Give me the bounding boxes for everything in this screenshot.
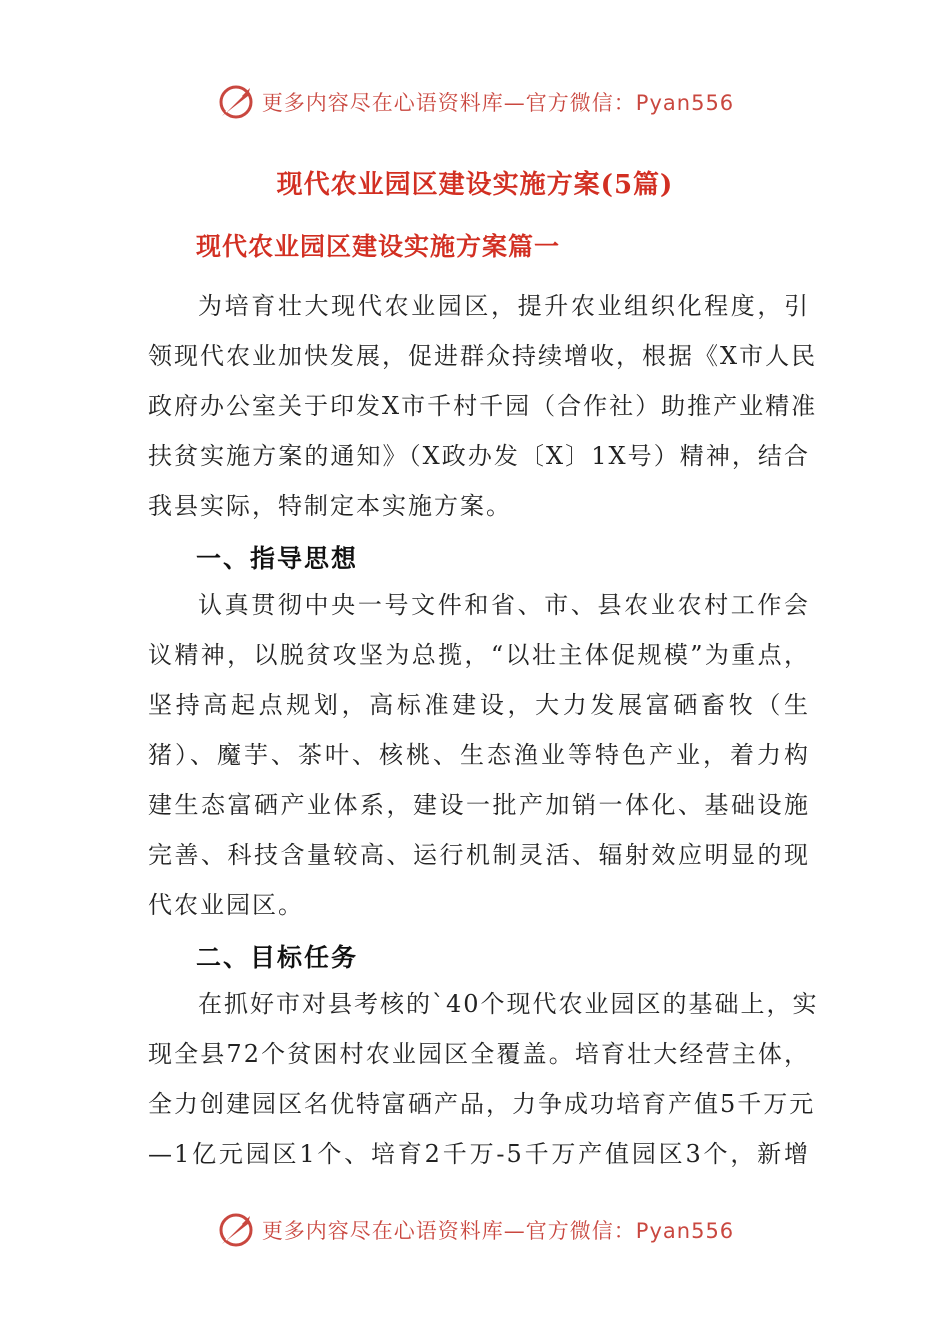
text-line: 现全县72个贫困村农业园区全覆盖。培育壮大经营主体，: [148, 1040, 810, 1068]
text-line: 为培育壮大现代农业园区，提升农业组织化程度，引: [198, 292, 810, 320]
banner-text: 更多内容尽在心语资料库—官方微信：Pyan556: [261, 91, 735, 115]
heading-targets: 二、目标任务: [196, 943, 359, 972]
pen-logo-icon: [216, 82, 256, 122]
document-title: 现代农业园区建设实施方案(5篇): [276, 170, 674, 200]
watermark-banner-top: [0, 80, 950, 124]
text-line: 猪）、魔芋、茶叶、核桃、生态渔业等特色产业，着力构: [148, 741, 810, 769]
text-line: 认真贯彻中央一号文件和省、市、县农业农村工作会: [198, 591, 810, 619]
text-line: 政府办公室关于印发X市千村千园（合作社）助推产业精准: [148, 392, 818, 420]
text-line: 在抓好市对县考核的`40个现代农业园区的基础上，实: [198, 990, 819, 1018]
text-line: 完善、科技含量较高、运行机制灵活、辐射效应明显的现: [148, 841, 810, 869]
text-line: 代农业园区。: [148, 891, 304, 919]
guiding-paragraph: [148, 580, 810, 930]
targets-paragraph: [148, 979, 819, 1179]
text-line: 扶贫实施方案的通知》（X政办发〔X〕1X号）精神，结合: [148, 442, 810, 470]
text-line: 领现代农业加快发展，促进群众持续增收，根据《X市人民: [148, 342, 818, 370]
pen-logo-icon: [216, 1210, 256, 1250]
text-line: 我县实际，特制定本实施方案。: [148, 492, 512, 520]
text-line: 坚持高起点规划，高标准建设，大力发展富硒畜牧（生: [148, 691, 810, 719]
banner-text: 更多内容尽在心语资料库—官方微信：Pyan556: [261, 1219, 735, 1243]
text-line: 全力创建园区名优特富硒产品，力争成功培育产值5千万元: [148, 1090, 816, 1118]
text-line: 建生态富硒产业体系，建设一批产加销一体化、基础设施: [148, 791, 810, 819]
text-line: —1亿元园区1个、培育2千万-5千万产值园区3个，新增: [148, 1140, 810, 1168]
intro-paragraph: [148, 281, 818, 531]
section-title: 现代农业园区建设实施方案篇一: [196, 232, 561, 261]
heading-guiding-ideology: 一、指导思想: [196, 544, 359, 573]
text-line: 议精神，以脱贫攻坚为总揽，“以壮主体促规模”为重点，: [148, 641, 810, 669]
watermark-banner-bottom: [0, 1208, 950, 1252]
